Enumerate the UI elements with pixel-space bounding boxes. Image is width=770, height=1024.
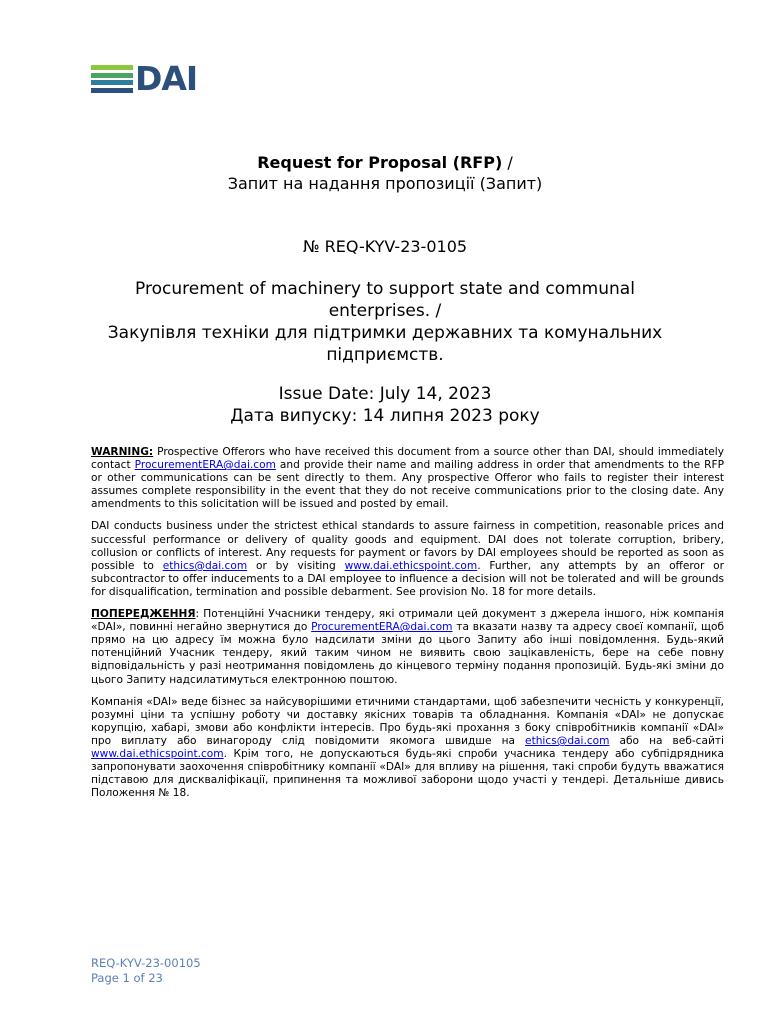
ethics-text-uk-2: або на веб-сайті: [609, 734, 724, 747]
procurement-email-link[interactable]: ProcurementERA@dai.com: [134, 459, 276, 472]
warning-paragraph-en: [91, 446, 724, 511]
document-body: [91, 446, 724, 809]
ethics-paragraph-uk: [91, 696, 724, 801]
ethicspoint-link[interactable]: www.dai.ethicspoint.com: [344, 559, 478, 572]
ethics-text-uk-3: . Крім того, не допускаються будь-які спроби учасника тендеру або субпідрядника запропонувати заохочення співробітнику компанії «DAI» для впливу на рішення, такі спроби будуть вважатися підставою для дискваліфікації, припинення та можливої заборони щодо участі у тендері. Детальніше дивись Положення № 18.: [91, 747, 724, 800]
document-title: [91, 152, 679, 194]
warning-text-2: and provide their name and mailing address in order that amendments to the RFP or other communications can be sent directly to them. Any prospective Offeror who fails to register their interest assumes complete responsibility in the event that they do not receive communications prior to the closing date. Any amendments to this solicitation will be issued and posted by email.: [91, 459, 724, 511]
issue-date-uk: Дата випуску: 14 липня 2023 року: [230, 406, 540, 426]
warning-label: WARNING:: [91, 446, 154, 458]
warning-text-1: Prospective Offerors who have received this document from a source other than DAI, should immediately contact: [91, 446, 724, 472]
warning-text-uk-2: та вказати назву та адресу своєї компанії, щоб прямо на цю адресу їм можна було надсилати зміни до цього Запиту або інші повідомлення. Будь-який потенційний Учасник тендеру, який таким чином не виявить свою зацікавленість, бере на себе повну відповідальність у разі неотримання повідомлень до кінцевого терміну подання пропозицій. Будь-які зміни до цього Запиту надсилатимуться електронною поштою.: [91, 621, 724, 686]
warning-paragraph-uk: [91, 608, 724, 687]
logo-text: DAI: [135, 59, 198, 98]
ethics-text-2: or by visiting: [247, 559, 345, 572]
logo-stripes-icon: [91, 65, 133, 93]
ethics-text-3: . Further, any attempts by an offeror or subcontractor to offer inducements to a DAI employee to influence a decision will not be tolerated and will be grounds for disqualification, termination and possible debarment. See provision No. 18 for more details.: [91, 559, 725, 598]
warning-label-uk: ПОПЕРЕДЖЕННЯ: [91, 608, 196, 621]
ethicspoint-link-uk[interactable]: www.dai.ethicspoint.com: [91, 747, 224, 760]
ethics-text-uk-1: Компанія «DAI» веде бізнес за найсуворішими етичними стандартами, щоб забезпечити чесність у конкуренції, розумні ціни та успішну роботу чи доставку якісних товарів та обладнання. Компанія «DAI» не допускає корупцію, хабарі, змови або конфлікти інтересів. Про будь-які прохання з боку співробітників компанії «DAI» про виплату або винагороду слід повідомити якомога швидше на: [91, 695, 724, 747]
page-footer: [91, 956, 201, 986]
procurement-email-link-uk[interactable]: ProcurementERA@dai.com: [311, 621, 453, 634]
title-en: Request for Proposal (RFP): [257, 153, 503, 172]
ethics-text-1: DAI conducts business under the strictest ethical standards to assure fairness in competition, reasonable prices and successful performance or delivery of quality goods and equipment. DAI does not tolerate corruption, bribery, collusion or conflicts of interest. Any requests for payment or favors by DAI employees should be reported as soon as possible to: [91, 520, 724, 572]
rfp-number: № REQ-KYV-23-0105: [302, 237, 468, 256]
subject-en: Procurement of machinery to support state and communal enterprises. /: [135, 279, 635, 321]
title-separator: /: [502, 153, 513, 172]
footer-ref: REQ-KYV-23-00105: [91, 956, 201, 970]
ethics-paragraph-en: [91, 520, 724, 599]
ethics-email-link-uk[interactable]: ethics@dai.com: [525, 734, 610, 747]
footer-page-number: Page 1 of 23: [91, 971, 163, 985]
issue-date-en: Issue Date: July 14, 2023: [278, 384, 492, 404]
subject: [91, 278, 679, 366]
warning-text-uk-1: : Потенційні Учасники тендеру, які отримали цей документ з джерела іншого, ніж компанія «DAI», повинні негайно звернутися до: [91, 608, 724, 634]
dai-logo: [91, 59, 198, 98]
ethics-email-link[interactable]: ethics@dai.com: [162, 559, 248, 572]
title-uk: Запит на надання пропозиції (Запит): [227, 174, 543, 193]
issue-date: [91, 383, 679, 427]
subject-uk: Закупівля техніки для підтримки державних та комунальних підприємств.: [107, 323, 663, 365]
